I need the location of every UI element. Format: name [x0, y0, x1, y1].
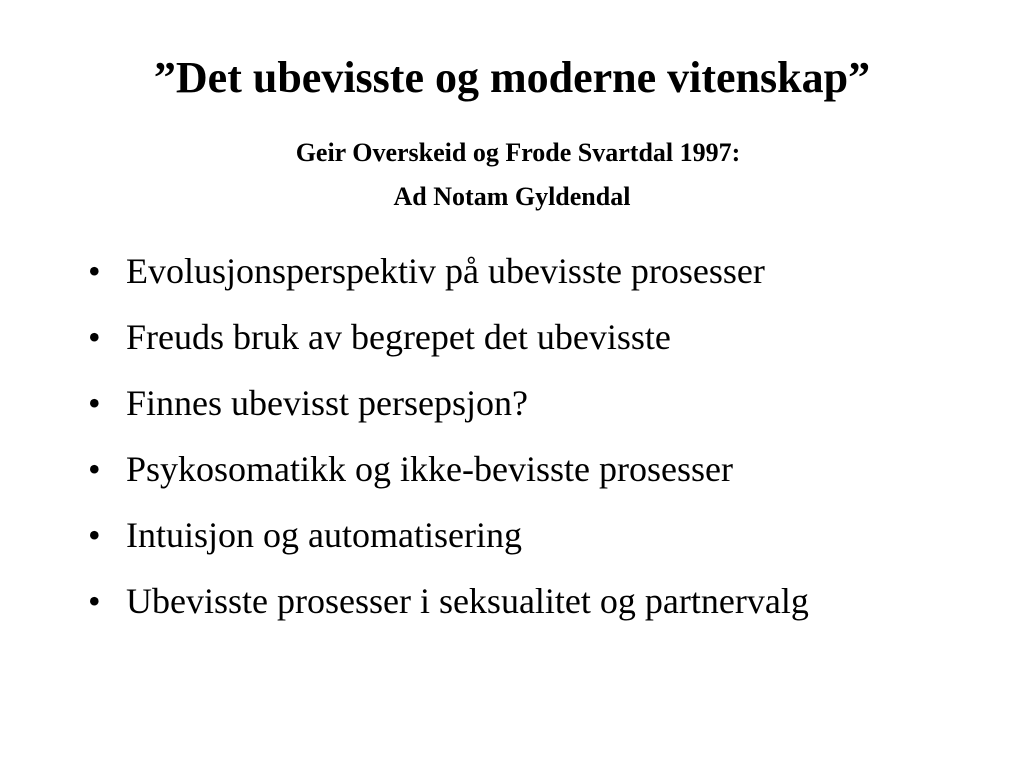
bullet-icon: •	[88, 515, 101, 555]
bullet-item	[88, 581, 968, 622]
bullet-text: Finnes ubevisst persepsjon?	[126, 383, 528, 423]
bullet-icon: •	[88, 449, 101, 489]
bullet-icon: •	[88, 383, 101, 423]
bullet-icon: •	[88, 581, 101, 621]
bullet-item	[88, 515, 968, 556]
slide-subtitle-author: Geir Overskeid og Frode Svartdal 1997:	[295, 138, 741, 167]
slide-title: ”Det ubevisste og moderne vitenskap”	[153, 53, 871, 102]
bullet-text: Freuds bruk av begrepet det ubevisste	[126, 317, 671, 357]
bullet-item	[88, 449, 968, 490]
bullet-text: Psykosomatikk og ikke-bevisste prosesser	[126, 449, 733, 489]
bullet-item	[88, 383, 968, 424]
bullet-text: Ubevisste prosesser i seksualitet og partnervalg	[126, 581, 809, 621]
slide-subtitle-publisher: Ad Notam Gyldendal	[393, 182, 631, 211]
bullet-text: Evolusjonsperspektiv på ubevisste prosesser	[126, 251, 765, 291]
bullet-list	[88, 251, 968, 647]
bullet-icon: •	[88, 251, 101, 291]
bullet-text: Intuisjon og automatisering	[126, 515, 522, 555]
bullet-item	[88, 317, 968, 358]
bullet-item	[88, 251, 968, 292]
bullet-icon: •	[88, 317, 101, 357]
